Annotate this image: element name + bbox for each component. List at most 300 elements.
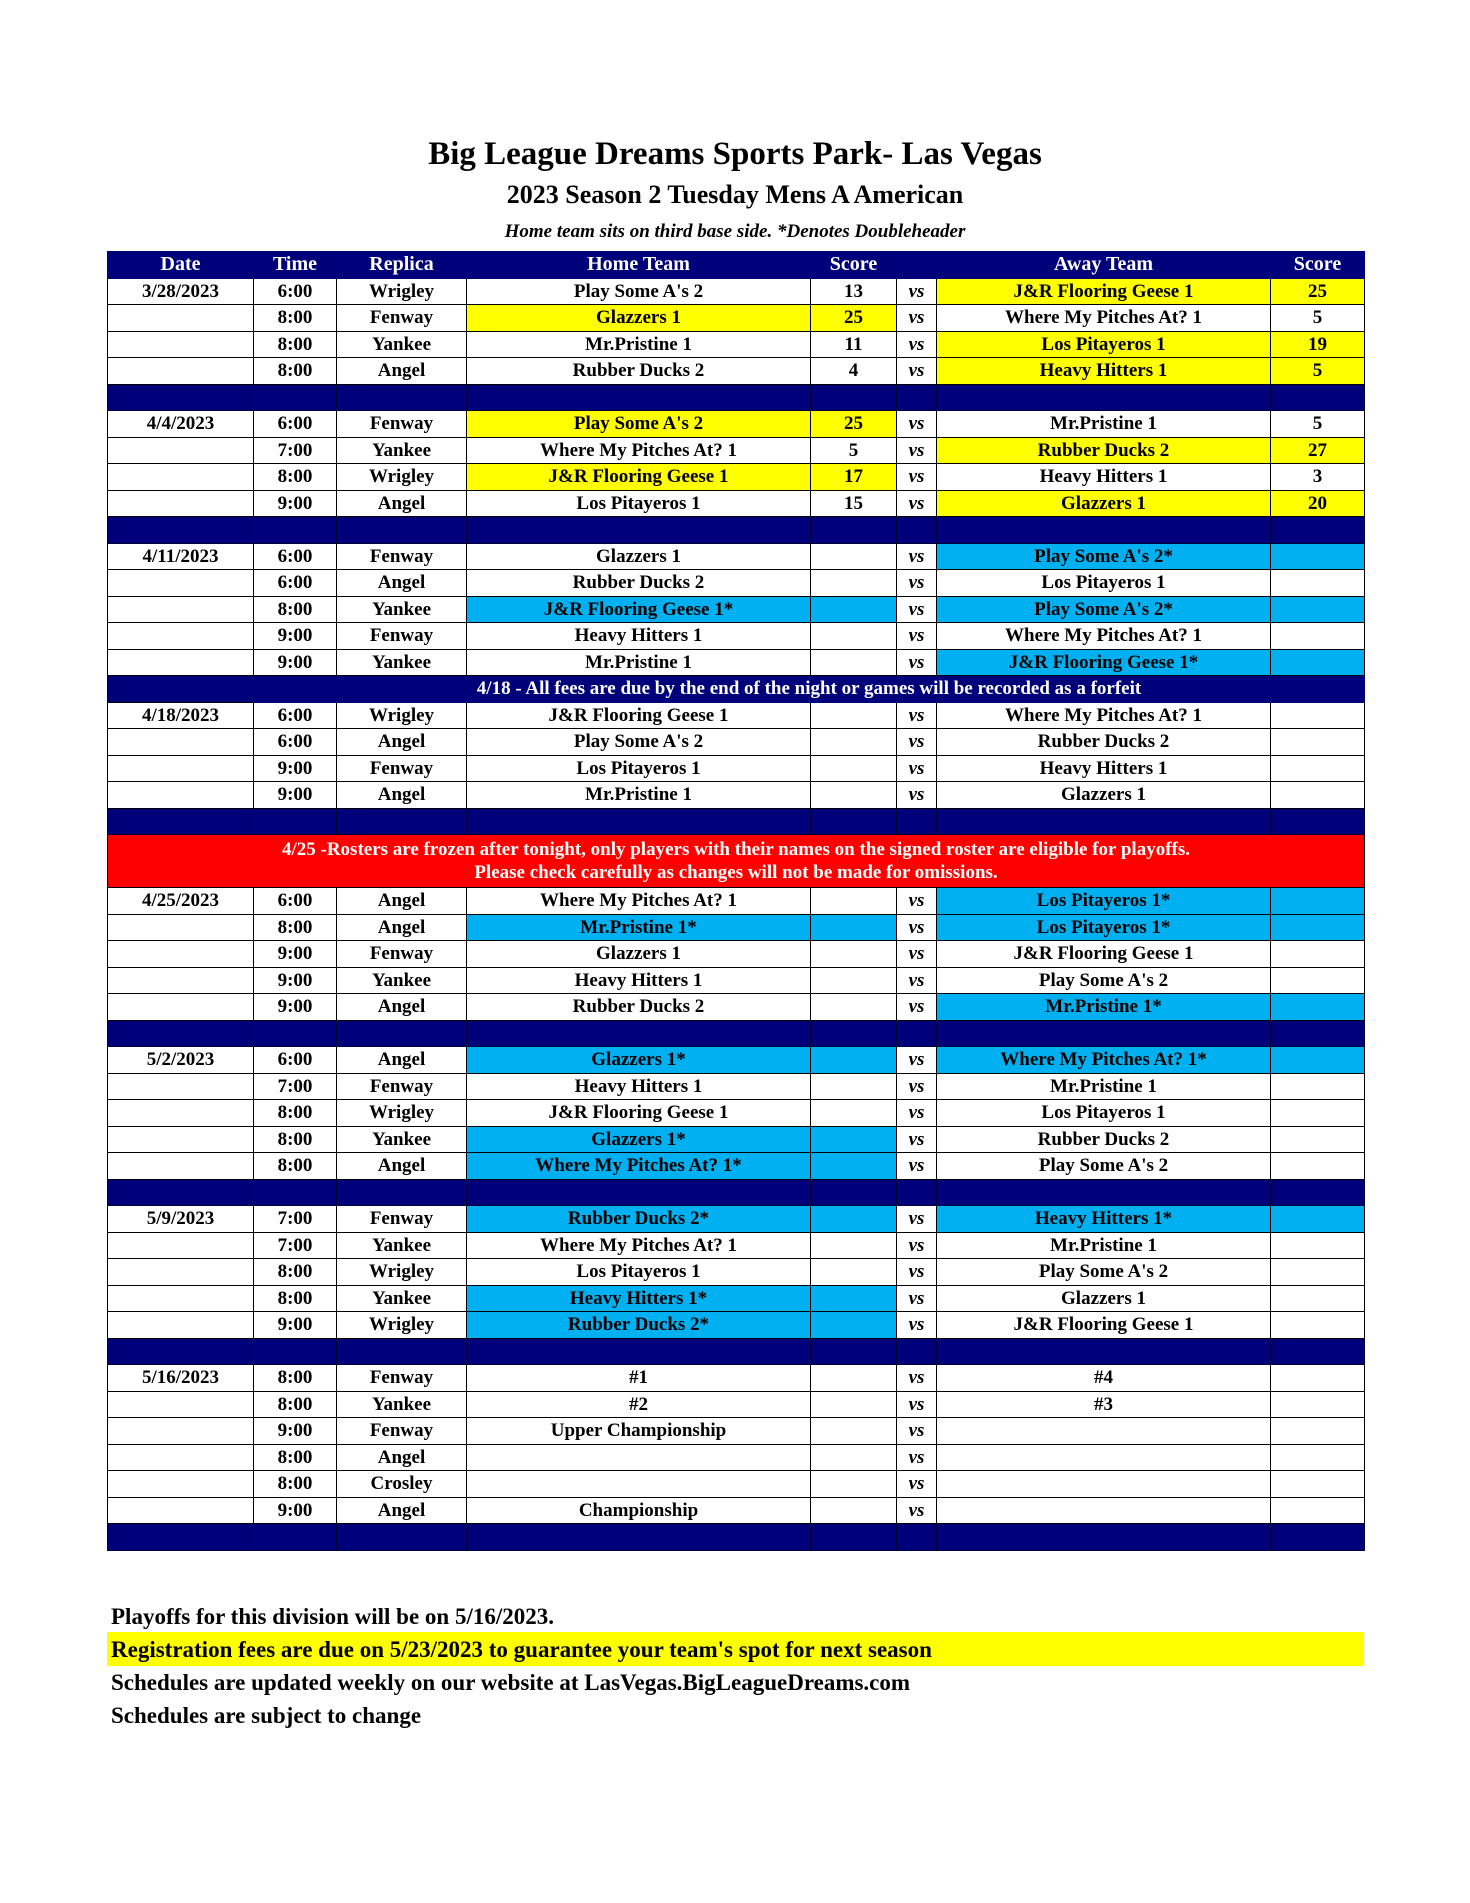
vs-label: vs bbox=[897, 1206, 937, 1233]
game-row bbox=[108, 914, 1365, 941]
table-header bbox=[108, 252, 1365, 279]
spacer-cell bbox=[1271, 517, 1365, 544]
game-time: 9:00 bbox=[254, 994, 337, 1021]
home-team: Mr.Pristine 1 bbox=[467, 782, 811, 809]
away-team: Mr.Pristine 1 bbox=[937, 1232, 1271, 1259]
notice-blank-cell bbox=[108, 676, 254, 703]
vs-label: vs bbox=[897, 967, 937, 994]
away-score: 27 bbox=[1271, 437, 1365, 464]
away-team: Where My Pitches At? 1* bbox=[937, 1047, 1271, 1074]
game-replica: Fenway bbox=[337, 1365, 467, 1392]
game-replica: Wrigley bbox=[337, 702, 467, 729]
spacer-cell bbox=[467, 1338, 811, 1365]
away-team: Heavy Hitters 1 bbox=[937, 755, 1271, 782]
home-team: Rubber Ducks 2 bbox=[467, 570, 811, 597]
game-date bbox=[108, 1471, 254, 1498]
spacer-cell bbox=[937, 384, 1271, 411]
game-row bbox=[108, 1444, 1365, 1471]
spacer-cell bbox=[811, 1179, 897, 1206]
header-away-score: Score bbox=[1271, 252, 1365, 279]
away-team: Los Pitayeros 1 bbox=[937, 570, 1271, 597]
away-team: Glazzers 1 bbox=[937, 782, 1271, 809]
game-replica: Angel bbox=[337, 914, 467, 941]
game-replica: Wrigley bbox=[337, 1100, 467, 1127]
game-time: 8:00 bbox=[254, 1285, 337, 1312]
game-time: 8:00 bbox=[254, 331, 337, 358]
home-team: Rubber Ducks 2 bbox=[467, 994, 811, 1021]
home-score bbox=[811, 941, 897, 968]
schedule-table bbox=[107, 251, 1365, 1551]
game-time: 9:00 bbox=[254, 490, 337, 517]
spacer-row bbox=[108, 517, 1365, 544]
home-team: Where My Pitches At? 1 bbox=[467, 437, 811, 464]
game-replica: Angel bbox=[337, 1497, 467, 1524]
game-row bbox=[108, 967, 1365, 994]
game-date bbox=[108, 464, 254, 491]
away-team: Mr.Pristine 1 bbox=[937, 411, 1271, 438]
home-score bbox=[811, 1391, 897, 1418]
spacer-cell bbox=[811, 1020, 897, 1047]
game-replica: Fenway bbox=[337, 1073, 467, 1100]
home-score bbox=[811, 702, 897, 729]
game-time: 9:00 bbox=[254, 782, 337, 809]
game-date bbox=[108, 1285, 254, 1312]
game-time: 6:00 bbox=[254, 278, 337, 305]
game-time: 9:00 bbox=[254, 941, 337, 968]
header-vs bbox=[897, 252, 937, 279]
away-team: Where My Pitches At? 1 bbox=[937, 305, 1271, 332]
vs-label: vs bbox=[897, 411, 937, 438]
game-time: 9:00 bbox=[254, 967, 337, 994]
away-team: J&R Flooring Geese 1 bbox=[937, 278, 1271, 305]
away-team: Heavy Hitters 1* bbox=[937, 1206, 1271, 1233]
game-date bbox=[108, 1126, 254, 1153]
home-score bbox=[811, 1471, 897, 1498]
game-date: 5/9/2023 bbox=[108, 1206, 254, 1233]
home-score bbox=[811, 623, 897, 650]
game-time: 9:00 bbox=[254, 1418, 337, 1445]
spacer-cell bbox=[254, 1179, 337, 1206]
game-replica: Angel bbox=[337, 1047, 467, 1074]
home-team: J&R Flooring Geese 1* bbox=[467, 596, 811, 623]
game-row bbox=[108, 331, 1365, 358]
home-score bbox=[811, 570, 897, 597]
spacer-cell bbox=[937, 1338, 1271, 1365]
away-team bbox=[937, 1497, 1271, 1524]
spacer-cell bbox=[467, 384, 811, 411]
home-team: #1 bbox=[467, 1365, 811, 1392]
game-row bbox=[108, 464, 1365, 491]
home-team bbox=[467, 1444, 811, 1471]
home-team: Heavy Hitters 1* bbox=[467, 1285, 811, 1312]
game-time: 8:00 bbox=[254, 914, 337, 941]
vs-label: vs bbox=[897, 596, 937, 623]
away-score bbox=[1271, 1471, 1365, 1498]
game-replica: Wrigley bbox=[337, 278, 467, 305]
home-score bbox=[811, 1497, 897, 1524]
game-row bbox=[108, 358, 1365, 385]
vs-label: vs bbox=[897, 358, 937, 385]
away-score bbox=[1271, 543, 1365, 570]
home-score: 17 bbox=[811, 464, 897, 491]
away-team bbox=[937, 1471, 1271, 1498]
game-time: 6:00 bbox=[254, 702, 337, 729]
spacer-cell bbox=[811, 1524, 897, 1551]
away-score bbox=[1271, 1391, 1365, 1418]
spacer-cell bbox=[337, 1020, 467, 1047]
roster-alert-line: Please check carefully as changes will not be made for omissions. bbox=[474, 862, 998, 883]
schedule-note: Home team sits on third base side. *Denotes Doubleheader bbox=[504, 221, 966, 242]
vs-label: vs bbox=[897, 914, 937, 941]
game-replica: Fenway bbox=[337, 543, 467, 570]
away-team: Heavy Hitters 1 bbox=[937, 358, 1271, 385]
home-score bbox=[811, 1126, 897, 1153]
home-team bbox=[467, 1471, 811, 1498]
away-team: Los Pitayeros 1* bbox=[937, 888, 1271, 915]
game-date bbox=[108, 623, 254, 650]
game-date: 4/18/2023 bbox=[108, 702, 254, 729]
away-score bbox=[1271, 941, 1365, 968]
home-score bbox=[811, 1444, 897, 1471]
spacer-cell bbox=[108, 517, 254, 544]
spacer-cell bbox=[337, 384, 467, 411]
spacer-cell bbox=[254, 1020, 337, 1047]
spacer-cell bbox=[337, 517, 467, 544]
home-team: Play Some A's 2 bbox=[467, 411, 811, 438]
playoffs-note: Playoffs for this division will be on 5/16/2023. bbox=[111, 1604, 555, 1629]
away-score bbox=[1271, 1418, 1365, 1445]
home-score bbox=[811, 994, 897, 1021]
game-replica: Fenway bbox=[337, 1206, 467, 1233]
game-time: 7:00 bbox=[254, 1073, 337, 1100]
game-time: 8:00 bbox=[254, 1365, 337, 1392]
away-score bbox=[1271, 1126, 1365, 1153]
home-score bbox=[811, 1206, 897, 1233]
home-score: 4 bbox=[811, 358, 897, 385]
away-team: Play Some A's 2 bbox=[937, 1153, 1271, 1180]
game-row bbox=[108, 1418, 1365, 1445]
spacer-cell bbox=[897, 1338, 937, 1365]
game-row bbox=[108, 1471, 1365, 1498]
spacer-row bbox=[108, 384, 1365, 411]
away-score bbox=[1271, 1073, 1365, 1100]
spacer-cell bbox=[1271, 1338, 1365, 1365]
game-time: 6:00 bbox=[254, 411, 337, 438]
game-row bbox=[108, 543, 1365, 570]
fees-notice: 4/18 - All fees are due by the end of the night or games will be recorded as a forfeit bbox=[254, 676, 1365, 703]
game-row bbox=[108, 1153, 1365, 1180]
vs-label: vs bbox=[897, 437, 937, 464]
game-row bbox=[108, 278, 1365, 305]
game-replica: Angel bbox=[337, 729, 467, 756]
home-score: 13 bbox=[811, 278, 897, 305]
home-score bbox=[811, 1153, 897, 1180]
spacer-cell bbox=[897, 517, 937, 544]
game-date bbox=[108, 1153, 254, 1180]
game-replica: Yankee bbox=[337, 967, 467, 994]
spacer-cell bbox=[1271, 1020, 1365, 1047]
home-team: #2 bbox=[467, 1391, 811, 1418]
game-replica: Fenway bbox=[337, 305, 467, 332]
away-team bbox=[937, 1444, 1271, 1471]
away-score bbox=[1271, 782, 1365, 809]
spacer-cell bbox=[1271, 1179, 1365, 1206]
game-time: 7:00 bbox=[254, 1232, 337, 1259]
vs-label: vs bbox=[897, 543, 937, 570]
header-home-team: Home Team bbox=[467, 252, 811, 279]
game-row bbox=[108, 1126, 1365, 1153]
home-score bbox=[811, 1312, 897, 1339]
vs-label: vs bbox=[897, 1391, 937, 1418]
away-score bbox=[1271, 1153, 1365, 1180]
game-row bbox=[108, 1391, 1365, 1418]
home-team: Glazzers 1 bbox=[467, 941, 811, 968]
spacer-cell bbox=[811, 517, 897, 544]
home-score: 5 bbox=[811, 437, 897, 464]
game-date bbox=[108, 490, 254, 517]
game-replica: Fenway bbox=[337, 411, 467, 438]
home-score bbox=[811, 967, 897, 994]
vs-label: vs bbox=[897, 649, 937, 676]
game-row bbox=[108, 1365, 1365, 1392]
home-score bbox=[811, 1073, 897, 1100]
away-team: Play Some A's 2* bbox=[937, 596, 1271, 623]
game-replica: Angel bbox=[337, 358, 467, 385]
spacer-cell bbox=[811, 808, 897, 835]
vs-label: vs bbox=[897, 755, 937, 782]
away-score: 3 bbox=[1271, 464, 1365, 491]
game-date bbox=[108, 994, 254, 1021]
game-time: 9:00 bbox=[254, 649, 337, 676]
game-time: 8:00 bbox=[254, 1259, 337, 1286]
home-score bbox=[811, 596, 897, 623]
spacer-cell bbox=[254, 1338, 337, 1365]
game-time: 6:00 bbox=[254, 888, 337, 915]
spacer-cell bbox=[467, 1020, 811, 1047]
spacer-cell bbox=[467, 1179, 811, 1206]
vs-label: vs bbox=[897, 994, 937, 1021]
game-date bbox=[108, 967, 254, 994]
spacer-row bbox=[108, 1524, 1365, 1551]
game-replica: Angel bbox=[337, 570, 467, 597]
registration-note: Registration fees are due on 5/23/2023 to guarantee your team's spot for next season bbox=[111, 1637, 932, 1662]
game-date: 4/25/2023 bbox=[108, 888, 254, 915]
game-replica: Wrigley bbox=[337, 1259, 467, 1286]
game-replica: Fenway bbox=[337, 755, 467, 782]
page-title: Big League Dreams Sports Park- Las Vegas bbox=[428, 136, 1042, 172]
home-score bbox=[811, 1100, 897, 1127]
vs-label: vs bbox=[897, 941, 937, 968]
away-team: Los Pitayeros 1 bbox=[937, 331, 1271, 358]
home-team: Rubber Ducks 2* bbox=[467, 1312, 811, 1339]
game-time: 8:00 bbox=[254, 1444, 337, 1471]
game-replica: Yankee bbox=[337, 437, 467, 464]
spacer-cell bbox=[937, 1179, 1271, 1206]
home-team: Los Pitayeros 1 bbox=[467, 490, 811, 517]
away-score bbox=[1271, 755, 1365, 782]
away-score: 20 bbox=[1271, 490, 1365, 517]
home-score bbox=[811, 1232, 897, 1259]
home-team: Where My Pitches At? 1 bbox=[467, 1232, 811, 1259]
home-team: Heavy Hitters 1 bbox=[467, 1073, 811, 1100]
home-team: Mr.Pristine 1* bbox=[467, 914, 811, 941]
game-row bbox=[108, 649, 1365, 676]
away-team bbox=[937, 1418, 1271, 1445]
subject-note: Schedules are subject to change bbox=[111, 1703, 422, 1728]
header-home-score: Score bbox=[811, 252, 897, 279]
game-replica: Angel bbox=[337, 888, 467, 915]
away-score bbox=[1271, 994, 1365, 1021]
vs-label: vs bbox=[897, 570, 937, 597]
game-date bbox=[108, 1259, 254, 1286]
home-team: J&R Flooring Geese 1 bbox=[467, 1100, 811, 1127]
spacer-cell bbox=[108, 1179, 254, 1206]
spacer-cell bbox=[108, 808, 254, 835]
home-team: Play Some A's 2 bbox=[467, 278, 811, 305]
away-team: J&R Flooring Geese 1 bbox=[937, 941, 1271, 968]
vs-label: vs bbox=[897, 1100, 937, 1127]
home-team: J&R Flooring Geese 1 bbox=[467, 464, 811, 491]
website-note: Schedules are updated weekly on our website at LasVegas.BigLeagueDreams.com bbox=[111, 1670, 911, 1695]
game-replica: Fenway bbox=[337, 623, 467, 650]
spacer-cell bbox=[897, 808, 937, 835]
game-time: 9:00 bbox=[254, 623, 337, 650]
home-score bbox=[811, 888, 897, 915]
away-score bbox=[1271, 1444, 1365, 1471]
away-score bbox=[1271, 967, 1365, 994]
away-score bbox=[1271, 914, 1365, 941]
game-date: 4/4/2023 bbox=[108, 411, 254, 438]
game-date bbox=[108, 649, 254, 676]
game-time: 8:00 bbox=[254, 1391, 337, 1418]
away-score bbox=[1271, 1232, 1365, 1259]
game-row bbox=[108, 411, 1365, 438]
home-team: Glazzers 1 bbox=[467, 305, 811, 332]
page-subtitle: 2023 Season 2 Tuesday Mens A American bbox=[506, 180, 964, 209]
game-date bbox=[108, 782, 254, 809]
spacer-cell bbox=[108, 1020, 254, 1047]
vs-label: vs bbox=[897, 782, 937, 809]
vs-label: vs bbox=[897, 331, 937, 358]
game-row bbox=[108, 570, 1365, 597]
home-team: Where My Pitches At? 1* bbox=[467, 1153, 811, 1180]
home-score: 25 bbox=[811, 305, 897, 332]
spacer-cell bbox=[1271, 1524, 1365, 1551]
game-date: 5/2/2023 bbox=[108, 1047, 254, 1074]
spacer-cell bbox=[337, 1524, 467, 1551]
game-date: 4/11/2023 bbox=[108, 543, 254, 570]
spacer-cell bbox=[897, 1020, 937, 1047]
away-team: Rubber Ducks 2 bbox=[937, 437, 1271, 464]
game-row bbox=[108, 1259, 1365, 1286]
game-replica: Yankee bbox=[337, 596, 467, 623]
game-row bbox=[108, 490, 1365, 517]
spacer-cell bbox=[937, 1524, 1271, 1551]
game-row bbox=[108, 729, 1365, 756]
game-row bbox=[108, 755, 1365, 782]
game-date bbox=[108, 1232, 254, 1259]
game-row bbox=[108, 623, 1365, 650]
game-date bbox=[108, 1497, 254, 1524]
vs-label: vs bbox=[897, 278, 937, 305]
game-time: 8:00 bbox=[254, 596, 337, 623]
spacer-cell bbox=[337, 1338, 467, 1365]
away-team: #3 bbox=[937, 1391, 1271, 1418]
game-replica: Angel bbox=[337, 490, 467, 517]
game-date bbox=[108, 1444, 254, 1471]
game-date bbox=[108, 596, 254, 623]
vs-label: vs bbox=[897, 1444, 937, 1471]
game-time: 8:00 bbox=[254, 464, 337, 491]
away-score bbox=[1271, 596, 1365, 623]
game-row bbox=[108, 1232, 1365, 1259]
game-time: 6:00 bbox=[254, 729, 337, 756]
vs-label: vs bbox=[897, 702, 937, 729]
vs-label: vs bbox=[897, 623, 937, 650]
header-time: Time bbox=[254, 252, 337, 279]
spacer-cell bbox=[811, 384, 897, 411]
game-row bbox=[108, 1497, 1365, 1524]
away-team: Los Pitayeros 1 bbox=[937, 1100, 1271, 1127]
spacer-cell bbox=[897, 1179, 937, 1206]
away-score bbox=[1271, 1497, 1365, 1524]
spacer-cell bbox=[108, 1338, 254, 1365]
vs-label: vs bbox=[897, 305, 937, 332]
game-replica: Yankee bbox=[337, 1391, 467, 1418]
home-team: Glazzers 1* bbox=[467, 1047, 811, 1074]
spacer-cell bbox=[467, 1524, 811, 1551]
game-time: 6:00 bbox=[254, 1047, 337, 1074]
game-date bbox=[108, 437, 254, 464]
spacer-row bbox=[108, 1338, 1365, 1365]
home-score bbox=[811, 914, 897, 941]
game-replica: Yankee bbox=[337, 1232, 467, 1259]
vs-label: vs bbox=[897, 490, 937, 517]
vs-label: vs bbox=[897, 729, 937, 756]
game-row bbox=[108, 1047, 1365, 1074]
spacer-cell bbox=[811, 1338, 897, 1365]
spacer-cell bbox=[897, 384, 937, 411]
home-team: Los Pitayeros 1 bbox=[467, 1259, 811, 1286]
game-replica: Yankee bbox=[337, 1126, 467, 1153]
home-score: 25 bbox=[811, 411, 897, 438]
away-score: 5 bbox=[1271, 358, 1365, 385]
away-team: Play Some A's 2 bbox=[937, 1259, 1271, 1286]
away-team: Rubber Ducks 2 bbox=[937, 729, 1271, 756]
spacer-cell bbox=[254, 1524, 337, 1551]
game-time: 7:00 bbox=[254, 437, 337, 464]
away-team: Heavy Hitters 1 bbox=[937, 464, 1271, 491]
game-replica: Yankee bbox=[337, 331, 467, 358]
game-row bbox=[108, 994, 1365, 1021]
away-score bbox=[1271, 1100, 1365, 1127]
home-score: 15 bbox=[811, 490, 897, 517]
game-replica: Wrigley bbox=[337, 464, 467, 491]
game-date bbox=[108, 1073, 254, 1100]
vs-label: vs bbox=[897, 1418, 937, 1445]
game-row bbox=[108, 941, 1365, 968]
game-date bbox=[108, 1391, 254, 1418]
spacer-cell bbox=[467, 517, 811, 544]
home-score bbox=[811, 1418, 897, 1445]
vs-label: vs bbox=[897, 1047, 937, 1074]
header-replica: Replica bbox=[337, 252, 467, 279]
game-date bbox=[108, 358, 254, 385]
home-team: Glazzers 1* bbox=[467, 1126, 811, 1153]
away-score bbox=[1271, 1047, 1365, 1074]
away-score bbox=[1271, 623, 1365, 650]
game-row bbox=[108, 1073, 1365, 1100]
